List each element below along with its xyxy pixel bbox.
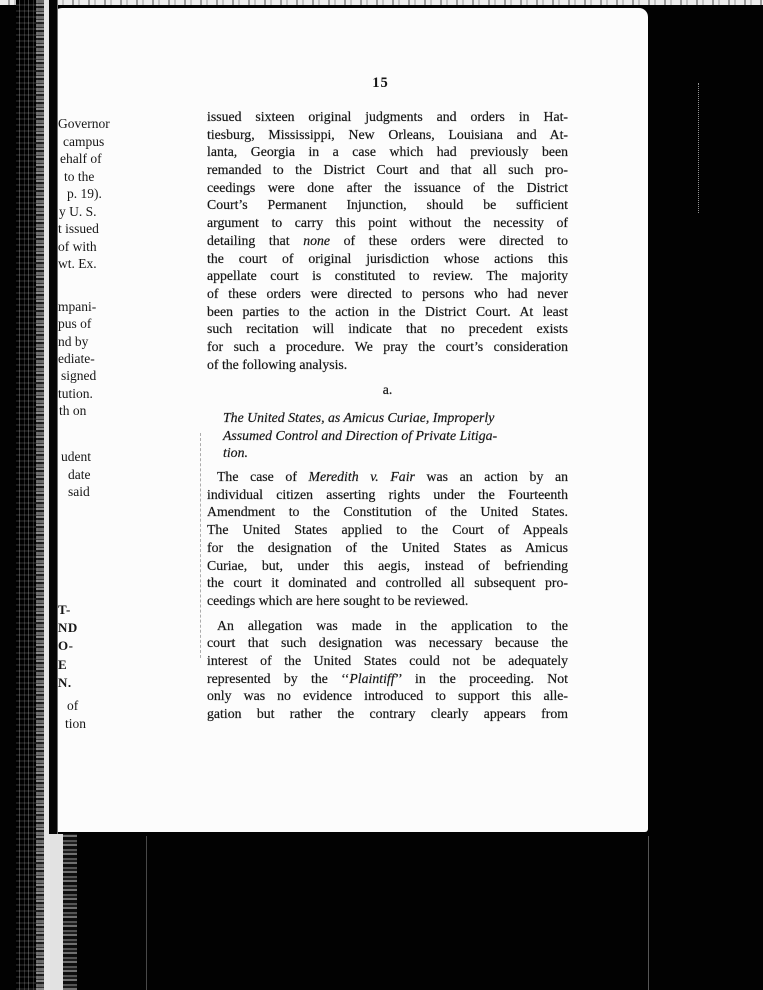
scan-artifact-dotted-line [698, 83, 699, 213]
left-edge-text-fragment: t issued [58, 221, 99, 236]
text-line: lanta, Georgia in a case which had previously been [207, 144, 568, 160]
text-line: Court’s Permanent Injunction, should be sufficient [207, 197, 568, 213]
left-edge-text-fragment: th on [59, 403, 87, 418]
italic-heading [207, 409, 568, 462]
text-line: issued sixteen original judgments and orders in Hat- [207, 109, 568, 124]
text-line: individual citizen asserting rights under the Fourteenth [207, 486, 568, 502]
left-edge-text-fragment: y U. S. [59, 204, 97, 219]
text-line: ceedings were done after the issuance of the District [207, 179, 568, 195]
scan-artifact-dashed-line [200, 433, 201, 658]
left-edge-text-fragment: to the [64, 169, 95, 184]
text-line: tiesburg, Mississippi, New Orleans, Louisiana and At- [207, 126, 568, 142]
text-line: ceedings which are here sought to be reviewed. [207, 592, 469, 608]
text-line: the court of original jurisdiction whose actions this [207, 250, 568, 266]
text-line: such recitation will indicate that no precedent exists [207, 321, 568, 337]
left-edge-text-fragment: wt. Ex. [58, 256, 97, 271]
scanned-page [52, 8, 648, 832]
left-edge-text-fragment: p. 19). [67, 186, 102, 201]
paragraph-2 [207, 468, 568, 610]
text-line: The United States, as Amicus Curiae, Improperly [223, 410, 495, 425]
left-edge-text-fragment: campus [63, 134, 105, 149]
left-edge-text-fragment: ehalf of [60, 151, 102, 166]
text-line: Curiae, but, under this aegis, instead of befriending [207, 557, 568, 573]
paragraph-1 [207, 108, 568, 373]
left-edge-text-fragment: N. [58, 675, 72, 690]
left-edge-text-fragment: said [68, 484, 90, 499]
text-line: gation but rather the contrary clearly appears from [207, 706, 568, 721]
page-number: 15 [372, 75, 389, 91]
binding-speckle-bottom [63, 834, 77, 990]
text-line: remanded to the District Court and that all such pro- [207, 162, 568, 178]
left-edge-text-fragment: Governor [58, 116, 110, 131]
text-line: the court it dominated and controlled all subsequent pro- [207, 575, 568, 591]
torn-page-edge [49, 0, 58, 834]
left-edge-text-fragment: signed [61, 368, 97, 383]
text-line: only was no evidence introduced to support this alle- [207, 688, 568, 704]
text-column [207, 108, 568, 723]
left-edge-text-fragment: tion [65, 716, 87, 731]
text-line: of the following analysis. [207, 356, 348, 372]
text-line: The case of Meredith v. Fair was an action by an [217, 469, 568, 485]
left-edge-text-fragment: ediate- [58, 351, 95, 366]
left-edge-text-fragment: tution. [58, 386, 93, 401]
left-edge-text-fragment: of [67, 698, 79, 713]
scan-artifact-line-right [648, 836, 649, 990]
left-edge-text-fragment: ND [58, 620, 78, 635]
left-edge-text-fragment: date [68, 467, 91, 482]
text-line: court that such designation was necessary because the [207, 635, 568, 651]
binding-white-strip-bottom [50, 834, 63, 990]
left-edge-text-fragment: E [58, 657, 68, 672]
left-edge-text-fragment: O- [58, 638, 74, 653]
text-line: for the designation of the United States as Amicus [207, 539, 568, 555]
left-edge-text-fragment: of with [58, 239, 97, 254]
text-line: appellate court is constituted to review. The majority [207, 268, 568, 284]
section-label: a. [382, 382, 393, 398]
text-line: interest of the United States could not be adequately [207, 652, 568, 668]
text-line: argument to carry this point without the necessity of [207, 215, 568, 231]
text-line: of these orders were directed to persons who had never [207, 285, 568, 301]
left-edge-text-fragment: nd by [58, 334, 89, 349]
text-line: The United States applied to the Court of Appeals [207, 522, 568, 538]
left-edge-text-fragment: mpani- [58, 299, 97, 314]
text-line: Amendment to the Constitution of the United States. [207, 504, 568, 520]
text-line: An allegation was made in the application to the [217, 617, 568, 633]
text-line: detailing that none of these orders were directed to [207, 232, 568, 248]
left-edge-text-fragment: T- [58, 602, 71, 617]
text-line: for such a procedure. We pray the court’s consideration [207, 338, 568, 354]
paragraph-3 [207, 617, 568, 723]
scan-artifact-line-left [146, 836, 147, 990]
text-line: Assumed Control and Direction of Private Litiga- [223, 427, 498, 443]
text-line: tion. [223, 445, 248, 461]
text-line: been parties to the action in the District Court. At least [207, 303, 568, 319]
left-edge-text-fragment: pus of [58, 316, 92, 331]
text-line: represented by the ‘‘Plaintiff’’ in the proceeding. Not [207, 670, 568, 686]
left-edge-text-fragment: udent [61, 449, 91, 464]
